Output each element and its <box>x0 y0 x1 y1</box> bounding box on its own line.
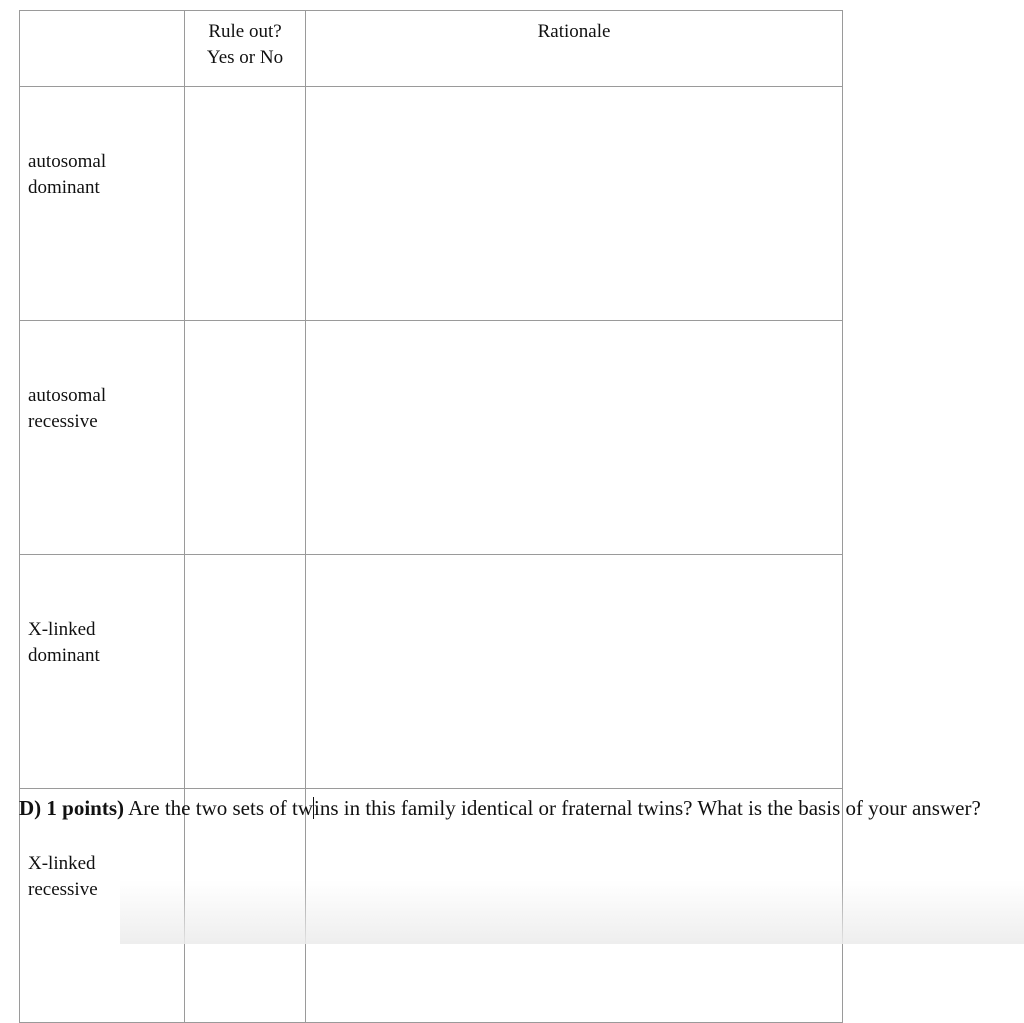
row-label-line2: recessive <box>28 411 98 432</box>
pedigree-inheritance-table <box>19 10 843 1023</box>
row-label-line1: X-linked <box>28 853 96 874</box>
header-rationale-cell <box>306 11 843 87</box>
rationale-answer-cell[interactable] <box>306 555 843 789</box>
row-label-line2: recessive <box>28 879 98 900</box>
table-row <box>20 321 843 555</box>
question-text-start: Are the two sets of tw <box>124 796 313 820</box>
rule-out-answer-cell[interactable] <box>185 87 306 321</box>
row-label-autosomal-dominant <box>20 87 185 321</box>
rule-out-answer-cell[interactable] <box>185 555 306 789</box>
header-rule-out-line1: Rule out? <box>208 21 282 42</box>
header-rule-out-line2: Yes or No <box>206 47 284 68</box>
rationale-answer-cell[interactable] <box>306 87 843 321</box>
row-label-line2: dominant <box>28 645 100 666</box>
header-rationale: Rationale <box>537 21 611 42</box>
question-d[interactable] <box>19 795 989 822</box>
row-label-autosomal-recessive <box>20 321 185 555</box>
row-label-line1: X-linked <box>28 619 96 640</box>
question-text-end: ins in this family identical or fraternal twins? What is the basis of your answer? <box>314 796 981 820</box>
rule-out-answer-cell[interactable] <box>185 321 306 555</box>
table-row <box>20 555 843 789</box>
row-label-x-linked-dominant <box>20 555 185 789</box>
question-label: D) 1 points) <box>19 796 125 820</box>
header-rule-out-cell <box>185 11 306 87</box>
bottom-shadow <box>120 880 1024 944</box>
row-label-line2: dominant <box>28 177 100 198</box>
row-label-line1: autosomal <box>28 151 107 172</box>
table-row <box>20 87 843 321</box>
row-label-line1: autosomal <box>28 385 107 406</box>
table-header-row <box>20 11 843 87</box>
rationale-answer-cell[interactable] <box>306 321 843 555</box>
header-blank-cell <box>20 11 185 87</box>
